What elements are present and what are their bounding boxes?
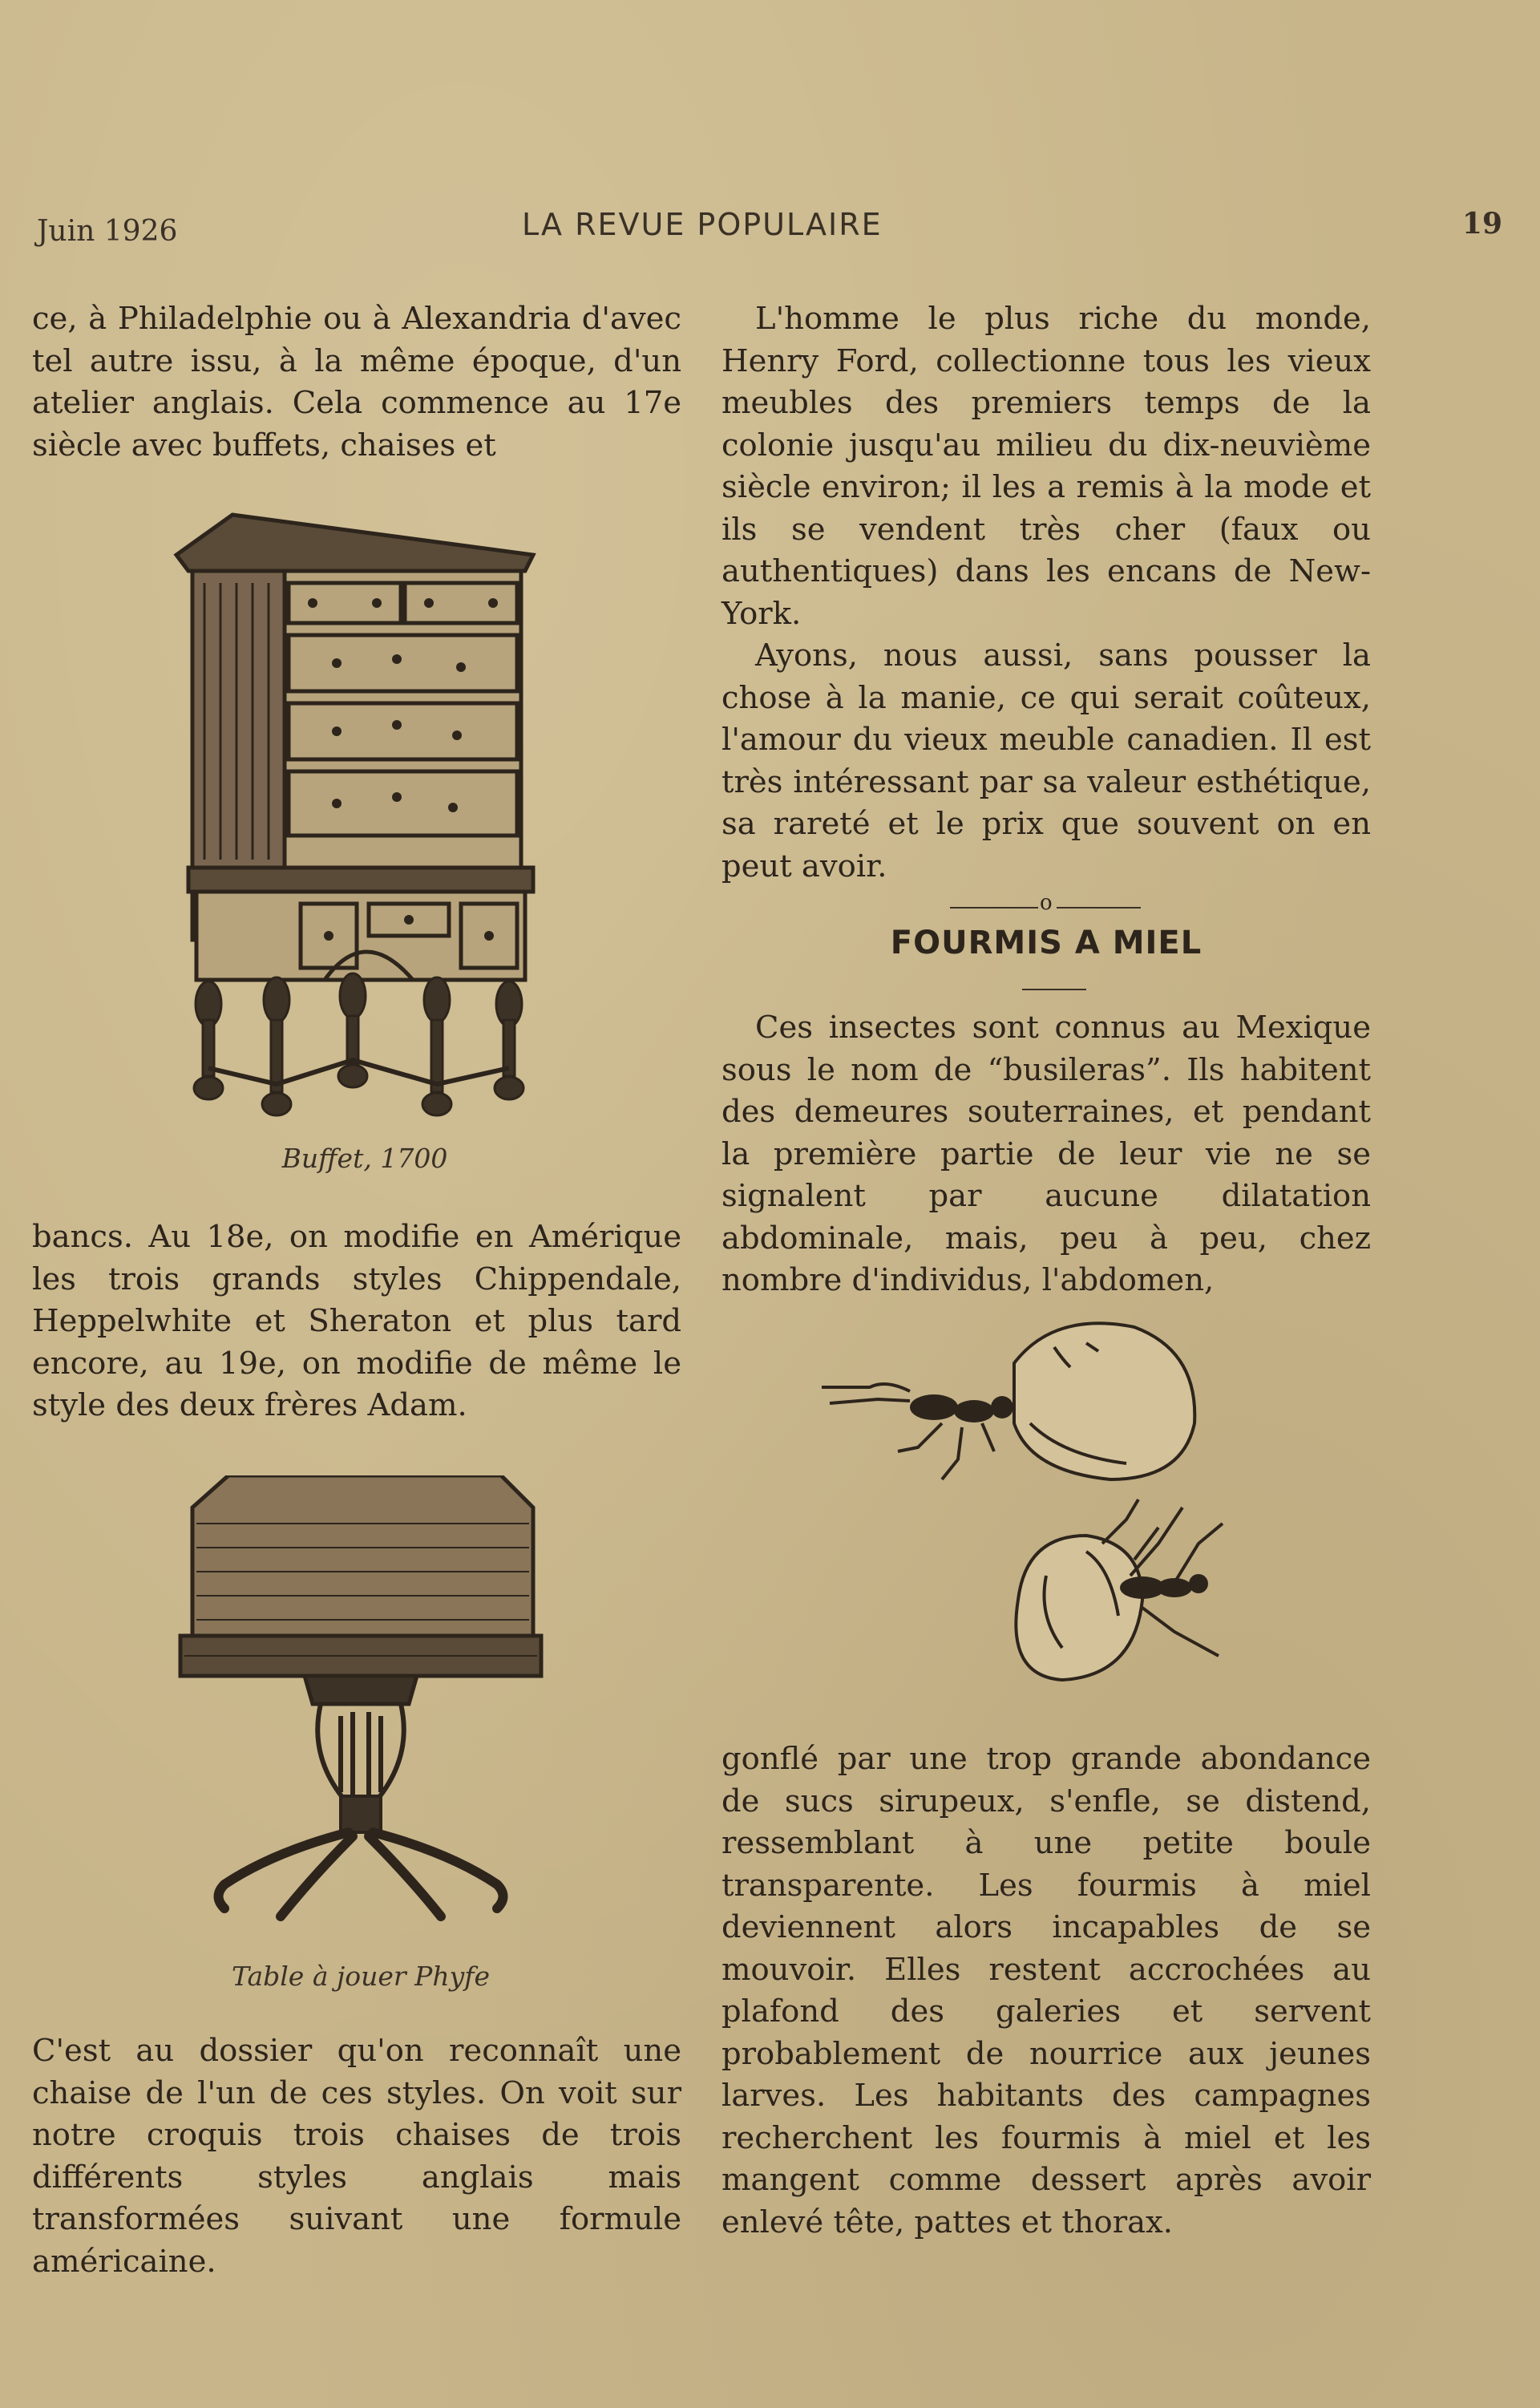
honey-ants-illustration — [822, 1311, 1239, 1708]
right-column-bottom — [721, 1738, 1371, 2244]
buffet-caption: Buffet, 1700 — [281, 1143, 448, 1174]
journal-title: LA REVUE POPULAIRE — [522, 207, 883, 242]
left-column-top — [32, 298, 681, 467]
right-column-middle — [721, 1007, 1371, 1302]
left-paragraph-3: C'est au dossier qu'on reconnaît une chaise de l'un de ces styles. On voit sur notre croquis trois chaises de trois différents styles anglais mais transformées suivant une formule américaine. — [32, 2033, 681, 2280]
table-caption: Table à jouer Phyfe — [232, 1961, 490, 1992]
article-title: FOURMIS A MIEL — [890, 925, 1202, 961]
title-underline — [1022, 989, 1086, 990]
buffet-illustration — [172, 507, 537, 1128]
running-header — [37, 207, 1502, 248]
page-number: 19 — [1461, 207, 1502, 241]
separator-rule-right — [1057, 907, 1141, 909]
right-paragraph-4: gonflé par une trop grande abondance de sucs sirupeux, s'enfle, se distend, ressemblant à une petite boule transparente. Les fourmis à miel deviennent alors incapables de se mouvoir. Elles restent accrochées au plafond des galeries et servent probablement de nourrice aux jeunes larves. Les habitants des campagnes recherchent les fourmis à miel et les mangent comme dessert après avoir enlevé tête, pattes et thorax. — [721, 1741, 1371, 2240]
right-column-top — [721, 298, 1371, 888]
left-paragraph-2: bancs. Au 18e, on modifie en Amérique les trois grands styles Chippendale, Heppelwhite et Sheraton et plus tard encore, au 19e, on modifie de même le style des deux frères Adam. — [32, 1219, 681, 1423]
phyfe-table-illustration — [176, 1475, 545, 1941]
right-paragraph-3: Ces insectes sont connus au Mexique sous le nom de “busileras”. Ils habitent des demeures souterraines, et pendant la première partie de leur vie ne se signalent par aucune dilatation abdominale, mais, peu à peu, chez nombre d'individus, l'abdomen, — [721, 1010, 1371, 1298]
separator-ornament: o — [1040, 891, 1053, 915]
left-column-bottom — [32, 2030, 681, 2283]
right-paragraph-1: L'homme le plus riche du monde, Henry Ford, collectionne tous les vieux meubles des premiers temps de la colonie jusqu'au milieu du dix-neuvième siècle environ; il les a remis à la mode et ils se vendent très cher (faux ou authentiques) dans les encans de New-York. — [721, 301, 1371, 632]
left-paragraph-1: ce, à Philadelphie ou à Alexandria d'avec tel autre issu, à la même époque, d'un atelier anglais. Cela commence au 17e siècle avec buffets, chaises et — [32, 301, 681, 463]
right-paragraph-2: Ayons, nous aussi, sans pousser la chose à la manie, ce qui serait coûteux, l'amour du vieux meuble canadien. Il est très intéressant par sa valeur esthétique, sa rareté et le prix que souvent on en peut avoir. — [721, 637, 1371, 884]
issue-date: Juin 1926 — [37, 215, 178, 248]
separator-rule-left — [950, 907, 1038, 909]
left-column-middle — [32, 1216, 681, 1427]
